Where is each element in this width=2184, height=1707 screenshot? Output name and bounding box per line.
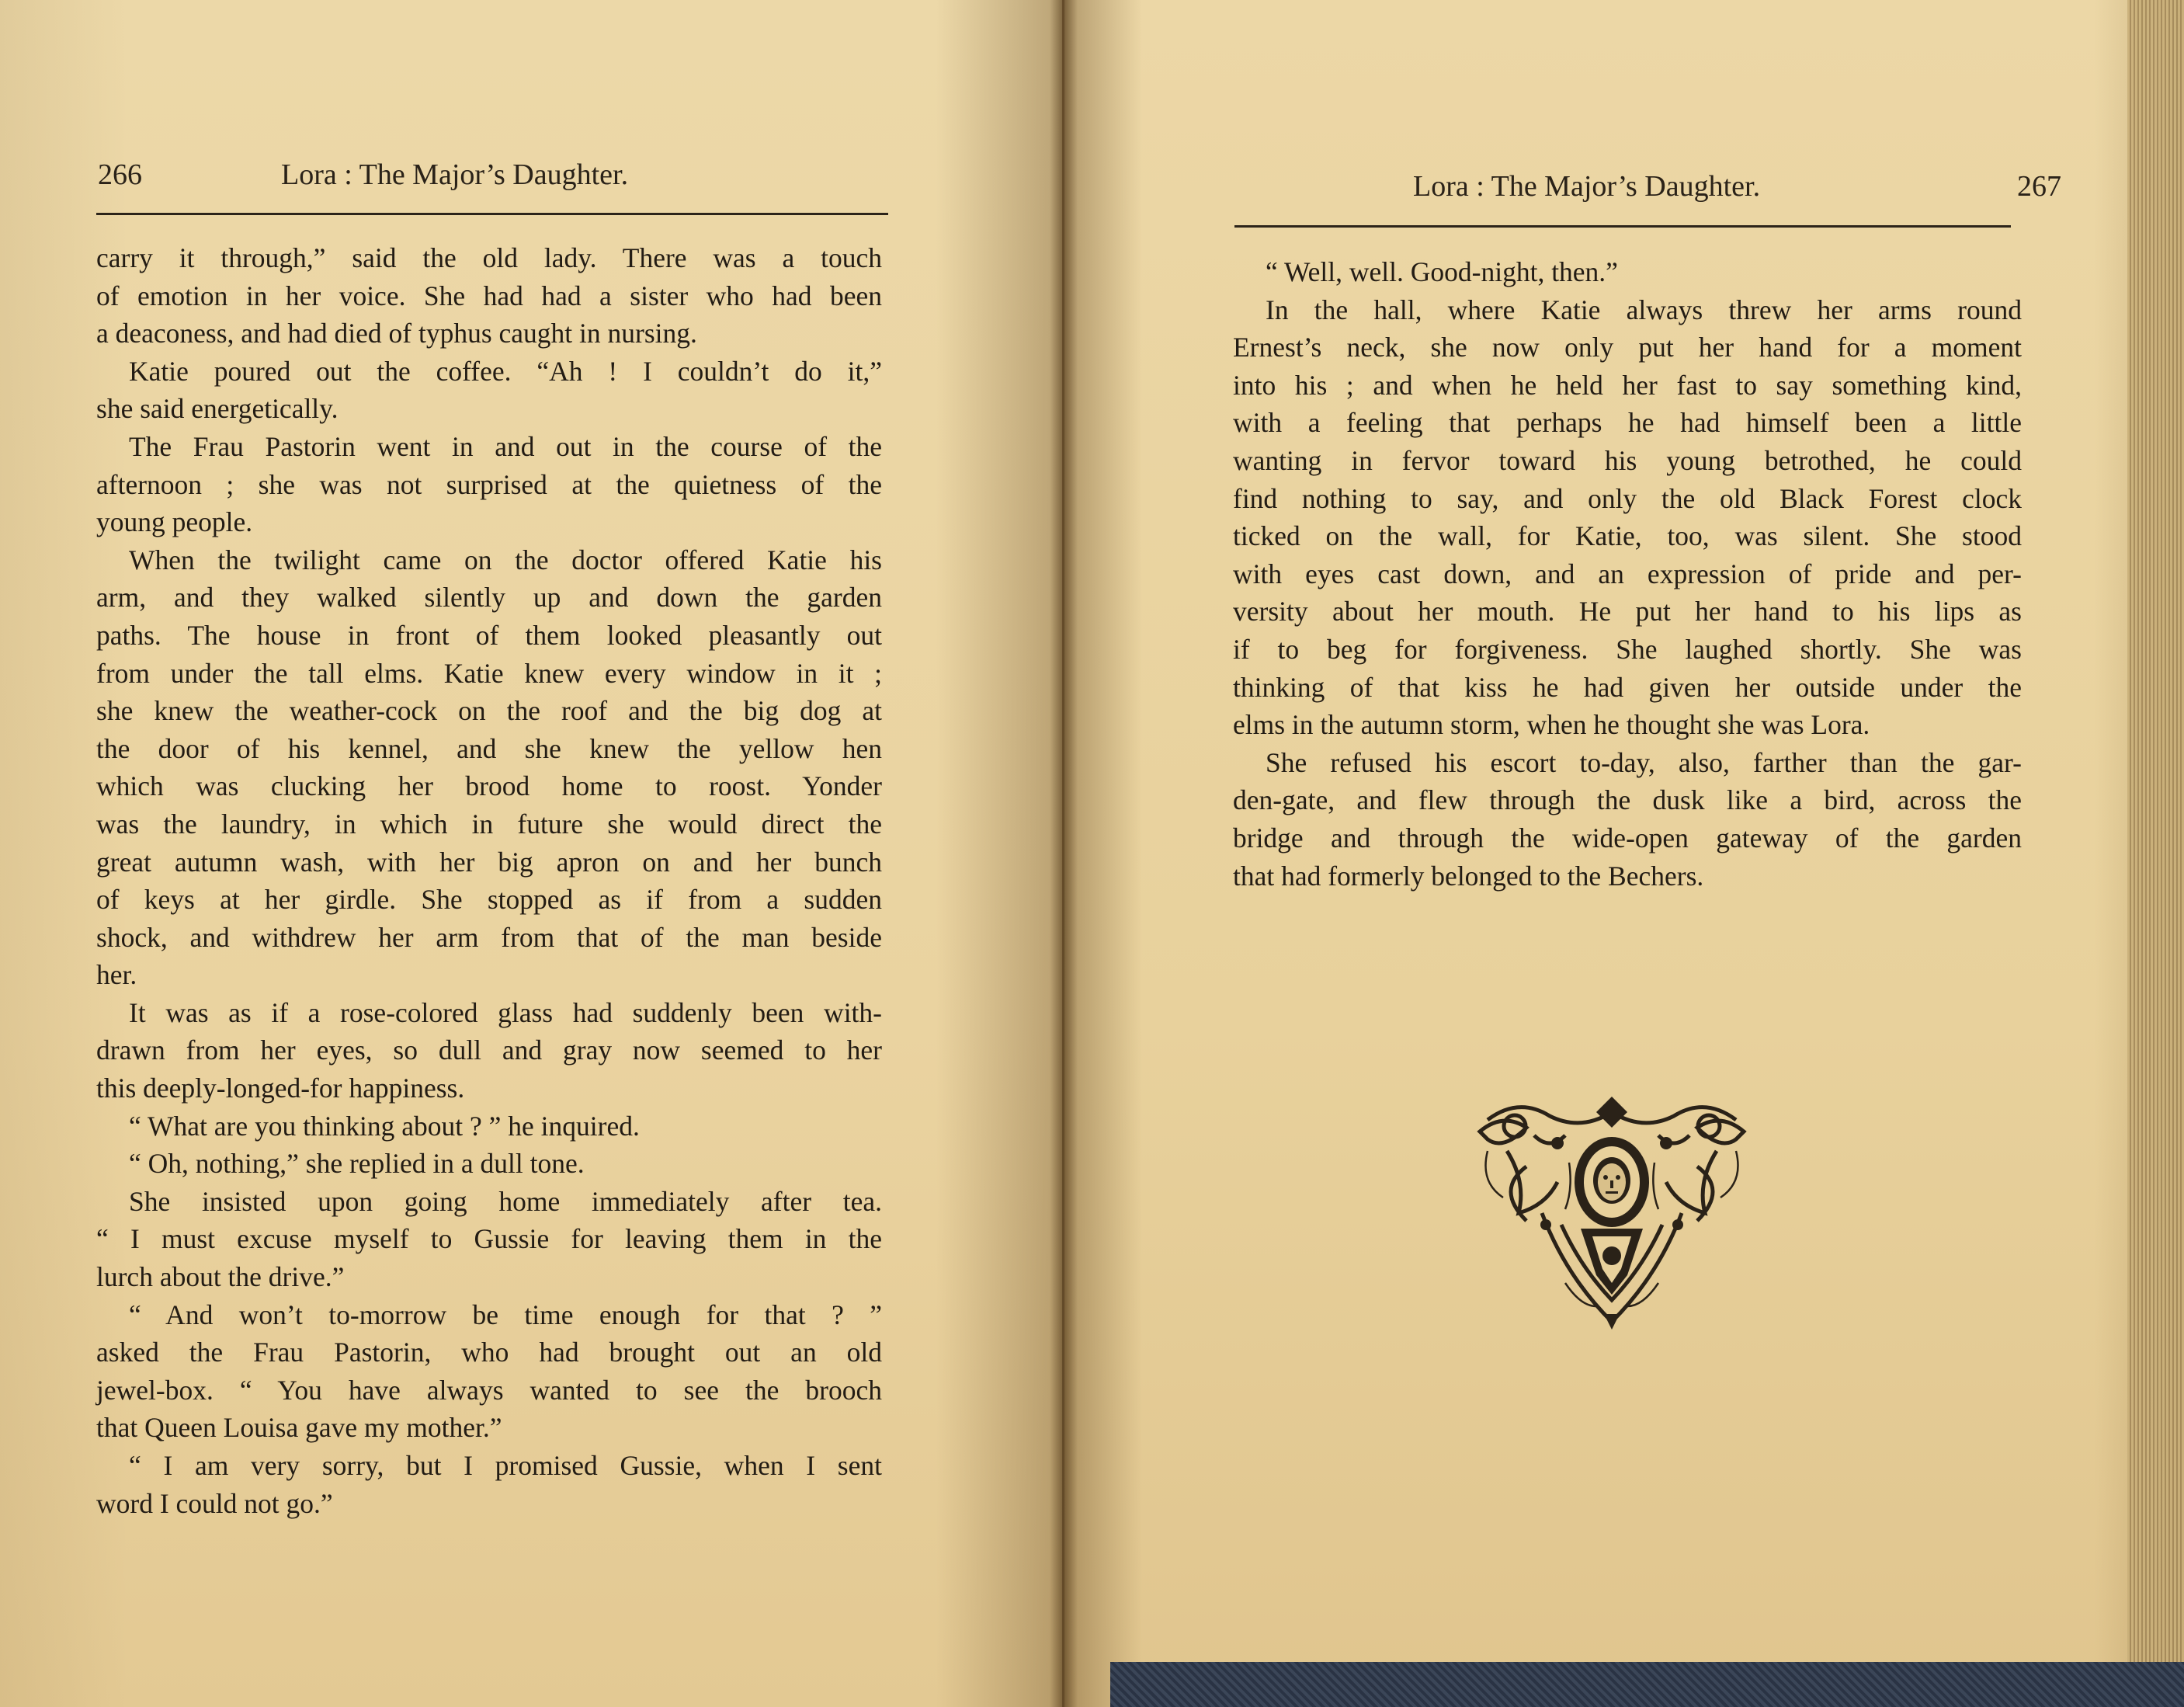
left-page bbox=[0, 0, 1064, 1707]
left-text-line: lurch about the drive.” bbox=[96, 1261, 345, 1293]
left-text-line: drawn from her eyes, so dull and gray now seemed to her bbox=[96, 1034, 882, 1066]
left-text-line: of emotion in her voice. She had had a sister who had been bbox=[96, 280, 882, 311]
right-page-body bbox=[1233, 253, 2022, 895]
left-running-title: Lora : The Major’s Daughter. bbox=[281, 158, 629, 191]
left-text-line: which was clucking her brood home to roost. Yonder bbox=[96, 770, 882, 802]
book-cover-edge bbox=[1110, 1662, 2184, 1707]
left-text-line: arm, and they walked silently up and down the garden bbox=[96, 582, 882, 614]
left-text-line: was the laundry, in which in future she would direct the bbox=[96, 808, 882, 840]
left-text-line: she knew the weather-cock on the roof and the big dog at bbox=[96, 695, 882, 727]
left-text-line: the door of his kennel, and she knew the yellow hen bbox=[96, 732, 882, 764]
gutter-line bbox=[1062, 0, 1064, 1707]
left-text-line: “ What are you thinking about ? ” he inquired. bbox=[129, 1110, 640, 1142]
left-text-line: Katie poured out the coffee. “Ah ! I couldn’t do it,” bbox=[129, 355, 882, 387]
left-text-line: “ And won’t to-morrow be time enough for that ? ” bbox=[129, 1299, 882, 1330]
left-text-line: of keys at her girdle. She stopped as if from a sudden bbox=[96, 884, 882, 916]
left-text-line: jewel-box. “ You have always wanted to see the brooch bbox=[96, 1374, 882, 1406]
left-text-line: paths. The house in front of them looked pleasantly out bbox=[96, 619, 882, 651]
right-text-line: wanting in fervor toward his young betrothed, he could bbox=[1233, 444, 2022, 476]
page-edges bbox=[2127, 0, 2184, 1707]
right-running-title: Lora : The Major’s Daughter. bbox=[1413, 170, 1761, 203]
left-text-line: word I could not go.” bbox=[96, 1487, 333, 1519]
right-page-number: 267 bbox=[2017, 170, 2061, 203]
left-text-line: young people. bbox=[96, 506, 253, 538]
right-text-line: versity about her mouth. He put her hand to his lips as bbox=[1233, 596, 2022, 628]
right-text-line: that had formerly belonged to the Bechers. bbox=[1233, 860, 1704, 892]
right-text-line: find nothing to say, and only the old Black Forest clock bbox=[1233, 482, 2022, 514]
right-text-line: ticked on the wall, for Katie, too, was silent. She stood bbox=[1233, 520, 2022, 552]
left-text-line: from under the tall elms. Katie knew every window in it ; bbox=[96, 657, 882, 689]
left-text-line: “ Oh, nothing,” she replied in a dull tone. bbox=[129, 1148, 585, 1180]
left-text-line: this deeply-longed-for happiness. bbox=[96, 1073, 465, 1104]
right-text-line: if to beg for forgiveness. She laughed shortly. She was bbox=[1233, 633, 2022, 665]
left-text-line: “ I am very sorry, but I promised Gussie, when I sent bbox=[129, 1450, 882, 1481]
right-text-line: elms in the autumn storm, when he thought she was Lora. bbox=[1233, 709, 1870, 741]
right-text-line: “ Well, well. Good-night, then.” bbox=[1266, 256, 1618, 287]
right-text-line: She refused his escort to-day, also, farther than the gar- bbox=[1266, 746, 2022, 778]
left-text-line: shock, and withdrew her arm from that of the man beside bbox=[96, 921, 882, 953]
left-text-line: “ I must excuse myself to Gussie for leaving them in the bbox=[96, 1223, 882, 1255]
left-text-line: her. bbox=[96, 959, 137, 991]
right-text-line: thinking of that kiss he had given her outside under the bbox=[1233, 671, 2022, 703]
right-text-line: den-gate, and flew through the dusk like a bird, across the bbox=[1233, 784, 2022, 816]
left-text-line: that Queen Louisa gave my mother.” bbox=[96, 1412, 502, 1444]
left-text-line: The Frau Pastorin went in and out in the course of the bbox=[129, 430, 882, 462]
right-text-line: Ernest’s neck, she now only put her hand for a moment bbox=[1233, 332, 2022, 363]
left-text-line: She insisted upon going home immediately after tea. bbox=[129, 1185, 882, 1217]
left-header-rule bbox=[96, 213, 888, 215]
left-text-line: asked the Frau Pastorin, who had brought out an old bbox=[96, 1337, 882, 1368]
left-text-line: a deaconess, and had died of typhus caught in nursing. bbox=[96, 318, 697, 349]
right-text-line: In the hall, where Katie always threw her arms round bbox=[1266, 294, 2022, 325]
left-text-line: she said energetically. bbox=[96, 393, 339, 425]
right-text-line: with a feeling that perhaps he had himself been a little bbox=[1233, 407, 2022, 439]
right-text-line: into his ; and when he held her fast to say something kind, bbox=[1233, 369, 2022, 401]
left-page-body bbox=[96, 239, 882, 1522]
left-page-number: 266 bbox=[98, 158, 142, 191]
left-text-line: carry it through,” said the old lady. There was a touch bbox=[96, 242, 882, 273]
right-text-line: bridge and through the wide-open gateway of the garden bbox=[1233, 822, 2022, 854]
left-text-line: It was as if a rose-colored glass had suddenly been with- bbox=[129, 996, 882, 1028]
right-text-line: with eyes cast down, and an expression of pride and per- bbox=[1233, 558, 2022, 589]
left-text-line: afternoon ; she was not surprised at the quietness of the bbox=[96, 468, 882, 500]
right-page bbox=[1064, 0, 2184, 1707]
right-header-rule bbox=[1234, 225, 2011, 228]
left-text-line: great autumn wash, with her big apron on and her bunch bbox=[96, 846, 882, 878]
left-text-line: When the twilight came on the doctor offered Katie his bbox=[129, 544, 882, 575]
tailpiece-ornament-icon bbox=[1472, 1097, 1752, 1330]
